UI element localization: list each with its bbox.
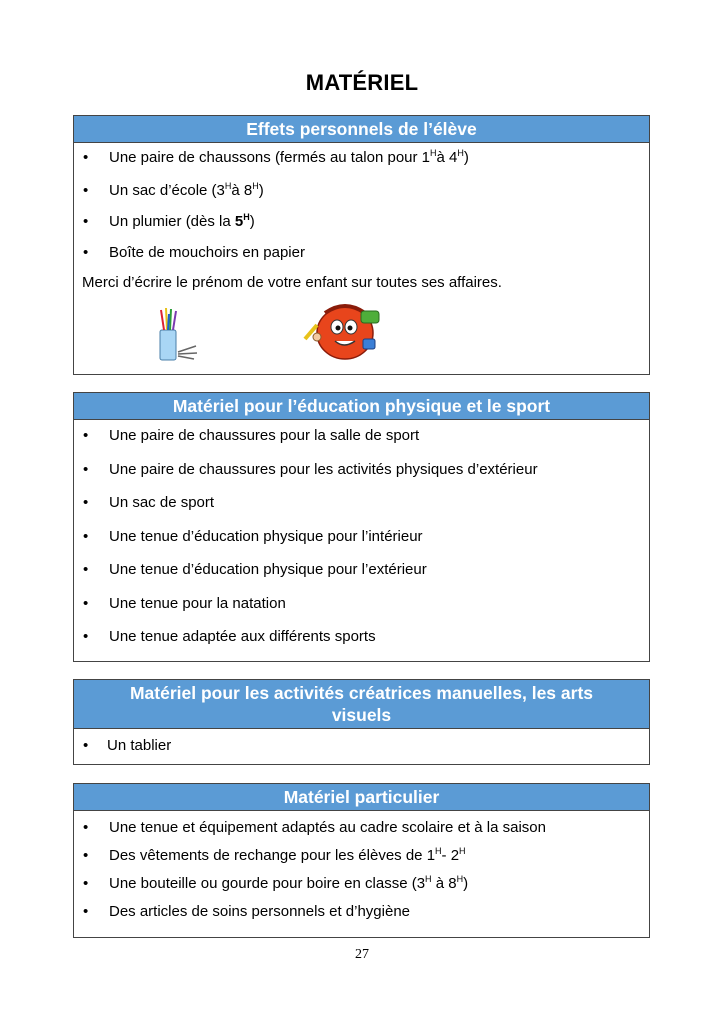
list-item: • Une tenue pour la natation — [74, 595, 649, 629]
list-item: • Un sac de sport — [74, 494, 649, 528]
list-item: • Un plumier (dès la $5^H$) — [74, 213, 649, 244]
list-item: • Une tenue adaptée aux différents sports — [74, 628, 649, 658]
section-physical-education — [73, 392, 650, 662]
item-list — [74, 819, 649, 931]
section-header: Effets personnels de l’élève — [74, 115, 649, 143]
list-item: • Une bouteille ou gourde pour boire en classe ($3^H$ à $8^H$) — [74, 875, 649, 903]
page-number: 27 — [355, 947, 369, 962]
item-list — [74, 427, 649, 658]
section-header: Matériel pour l’éducation physique et le sport — [74, 392, 649, 420]
list-item: • Une paire de chaussures pour la salle de sport — [74, 427, 649, 461]
page-title: MATÉRIEL — [305, 70, 419, 95]
name-reminder-note: Merci d’écrire le prénom de votre enfant sur toutes ses affaires. — [82, 274, 502, 291]
list-item: • Une paire de chaussons (fermés au talon pour $1^Hà$ $4^H$) — [74, 149, 649, 182]
section-personal-effects — [73, 115, 650, 375]
list-item: • Une tenue d’éducation physique pour l’intérieur — [74, 528, 649, 562]
list-item: • Une tenue d’éducation physique pour l’extérieur — [74, 561, 649, 595]
list-item: • Des articles de soins personnels et d’hygiène — [74, 903, 649, 931]
list-item: • Boîte de mouchoirs en papier — [74, 244, 649, 274]
list-item: • Une tenue et équipement adaptés au cadre scolaire et à la saison — [74, 819, 649, 847]
section-header: Matériel pour les activités créatrices manuelles, les arts visuels — [74, 679, 649, 729]
list-item: • Une paire de chaussures pour les activités physiques d’extérieur — [74, 461, 649, 495]
list-item: • Des vêtements de rechange pour les élèves de $1^H-$ $2^H$ — [74, 847, 649, 875]
section-creative-arts — [73, 679, 650, 765]
item-list — [74, 737, 649, 754]
section-particular-material — [73, 783, 650, 938]
section-header: Matériel particulier — [74, 783, 649, 811]
list-item: • Un tablier — [74, 737, 649, 754]
item-list — [74, 149, 649, 274]
list-item: • Un sac d’école ($3^Hà$ $8^H$) — [74, 182, 649, 213]
backpack-icon — [301, 299, 387, 363]
pencil-cup-icon — [156, 306, 200, 362]
